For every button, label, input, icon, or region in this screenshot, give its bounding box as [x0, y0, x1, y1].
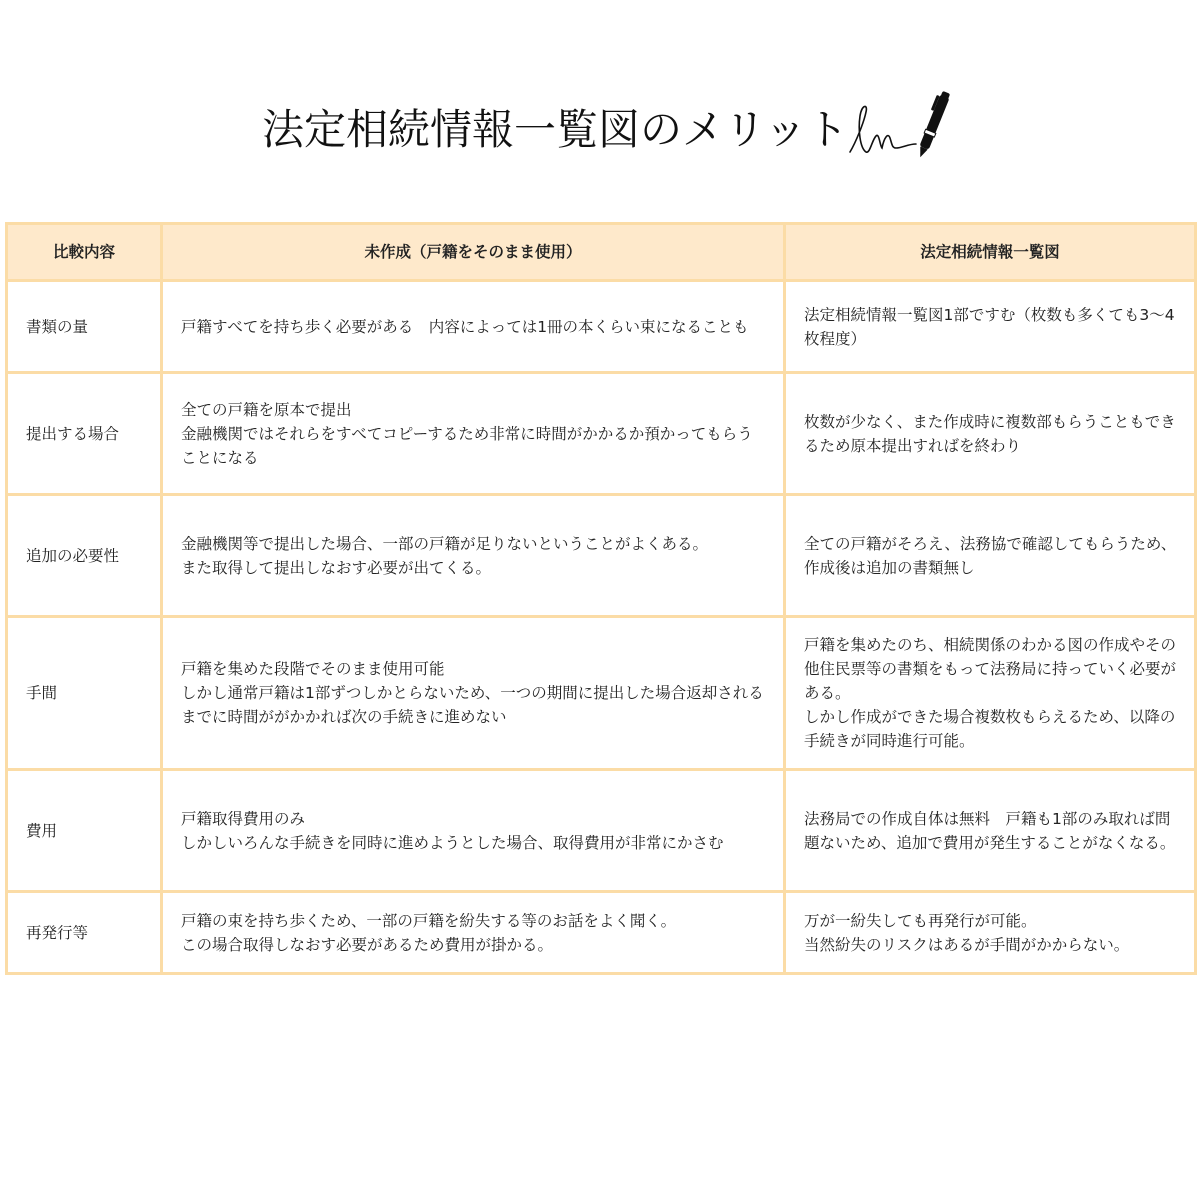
cell-text: しかし通常戸籍は1部ずつしかとらないため、一つの期間に提出した場合返却されるまでに時間ががかかれば次の手続きに進めない: [181, 684, 764, 726]
header-without-chart: 未作成（戸籍をそのまま使用）: [162, 224, 785, 281]
title-area: [0, 82, 1200, 182]
without-cell: [162, 373, 785, 495]
row-label: 追加の必要性: [7, 495, 162, 617]
table-row: [7, 373, 1196, 495]
table-row: [7, 617, 1196, 770]
cell-text: 全ての戸籍がそろえ、法務協で確認してもらうため、作成後は追加の書類無し: [804, 534, 1177, 577]
table-header-row: [7, 224, 1196, 281]
with-cell: [785, 770, 1196, 892]
table-row: [7, 495, 1196, 617]
cell-text: 戸籍取得費用のみ: [181, 809, 306, 828]
without-cell: [162, 770, 785, 892]
row-label: 費用: [7, 770, 162, 892]
header-comparison-item: 比較内容: [7, 224, 162, 281]
cell-text: 金融機関等で提出した場合、一部の戸籍が足りないということがよくある。: [181, 534, 709, 553]
with-cell: [785, 617, 1196, 770]
cell-text: 金融機関ではそれらをすべてコピーするため非常に時間がかかるか預かってもらうことになる: [181, 424, 753, 467]
with-cell: [785, 281, 1196, 373]
without-cell: [162, 281, 785, 373]
cell-text: しかしいろんな手続きを同時に進めようとした場合、取得費用が非常にかさむ: [181, 833, 724, 852]
cell-text: 全ての戸籍を原本で提出: [181, 400, 352, 419]
cell-text: また取得して提出しなおす必要が出てくる。: [181, 558, 492, 577]
cell-text: 戸籍を集めた段階でそのまま使用可能: [181, 660, 445, 678]
without-cell: [162, 892, 785, 974]
with-cell: [785, 892, 1196, 974]
row-label: 手間: [7, 617, 162, 770]
without-cell: [162, 617, 785, 770]
cell-text: 当然紛失のリスクはあるが手間がかからない。: [804, 935, 1130, 954]
cell-text: 法定相続情報一覧図1部ですむ（枚数も多くても3～4枚程度）: [804, 305, 1175, 348]
cell-text: 万が一紛失しても再発行が可能。: [804, 911, 1037, 930]
row-label: 提出する場合: [7, 373, 162, 495]
comparison-table: [5, 222, 1197, 975]
pen-signature-icon: [846, 82, 966, 162]
cell-text: 枚数が少なく、また作成時に複数部もらうこともできるため原本提出すればを終わり: [804, 412, 1176, 455]
header-with-chart: 法定相続情報一覧図: [785, 224, 1196, 281]
cell-text: 戸籍すべてを持ち歩く必要がある 内容によっては1冊の本くらい束になることも: [181, 317, 749, 336]
cell-text: 戸籍の束を持ち歩くため、一部の戸籍を紛失する等のお話をよく聞く。: [181, 911, 677, 930]
cell-text: しかし作成ができた場合複数枚もらえるため、以降の手続きが同時進行可能。: [804, 708, 1176, 750]
cell-text: 法務局での作成自体は無料 戸籍も1部のみ取れば問題ないため、追加で費用が発生することがなくなる。: [804, 809, 1176, 852]
comparison-table-wrapper: [5, 222, 1197, 975]
with-cell: [785, 495, 1196, 617]
table-row: [7, 892, 1196, 974]
row-label: 再発行等: [7, 892, 162, 974]
row-label: 書類の量: [7, 281, 162, 373]
cell-text: この場合取得しなおす必要があるため費用が掛かる。: [181, 935, 554, 954]
table-row: [7, 770, 1196, 892]
cell-text: 戸籍を集めたのち、相続関係のわかる図の作成やその他住民票等の書類をもって法務局に持っていく必要がある。: [804, 636, 1177, 702]
without-cell: [162, 495, 785, 617]
page-title: 法定相続情報一覧図のメリット: [262, 105, 849, 154]
with-cell: [785, 373, 1196, 495]
table-row: [7, 281, 1196, 373]
